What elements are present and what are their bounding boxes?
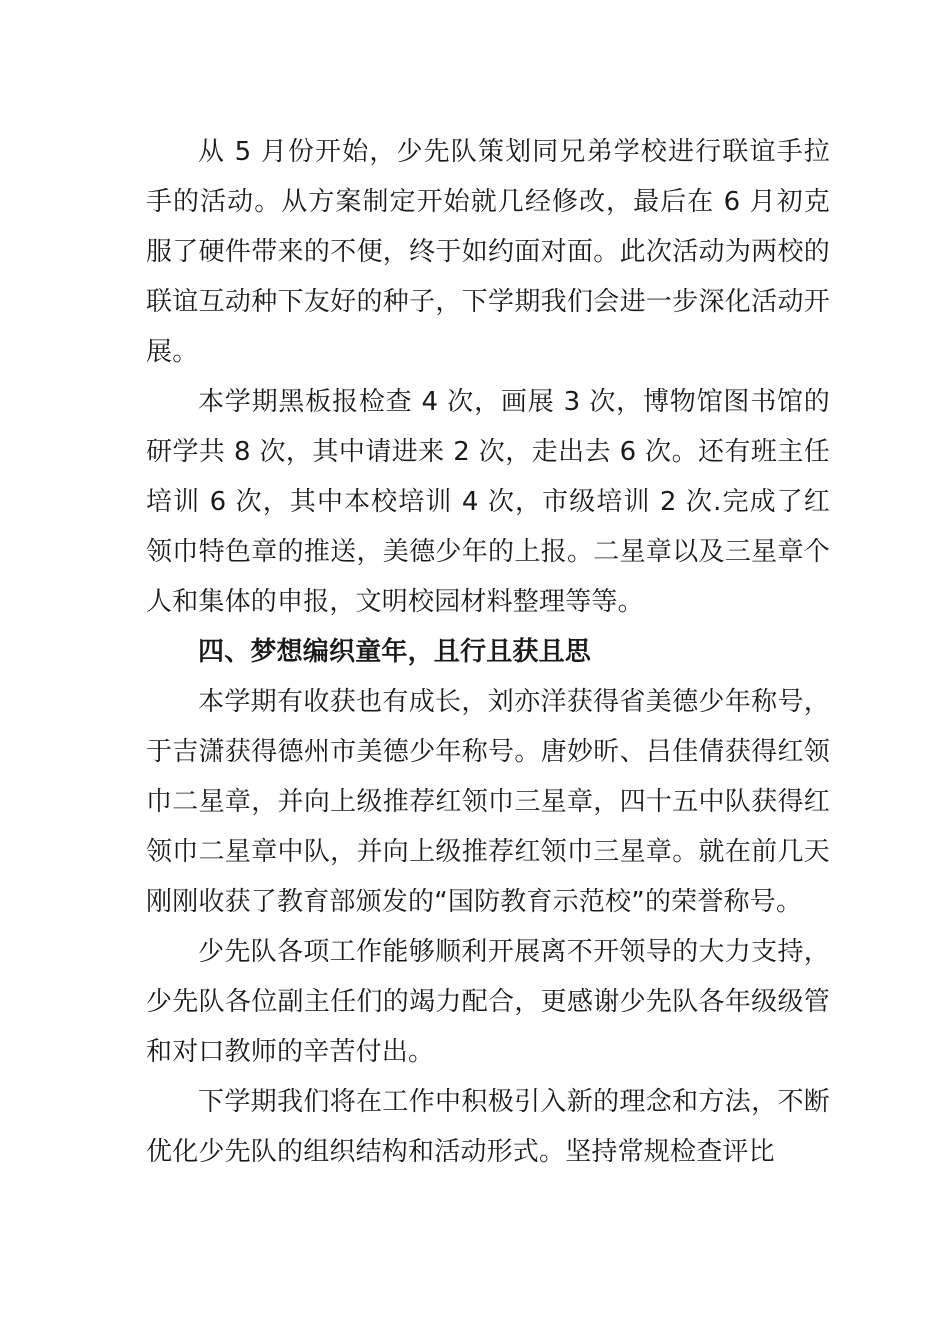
paragraph-achievements: 本学期有收获也有成长，刘亦洋获得省美德少年称号，于吉潇获得德州市美德少年称号。唐妙昕、吕佳倩获得红领巾二星章，并向上级推荐红领巾三星章，四十五中队获得红领巾二星章中队，并向上级推荐红领巾三星章。就在前几天刚刚收获了教育部颁发的“国防教育示范校”的荣誉称号。 <box>146 687 830 917</box>
paragraph-exchange-activity: 从 5 月份开始，少先队策划同兄弟学校进行联谊手拉手的活动。从方案制定开始就几经修改，最后在 6 月初克服了硬件带来的不便，终于如约面对面。此次活动为两校的联谊互动种下友好的种子，下学期我们会进一步深化活动开展。 <box>146 137 830 367</box>
document-body <box>146 127 830 1177</box>
paragraph-next-semester: 下学期我们将在工作中积极引入新的理念和方法，不断优化少先队的组织结构和活动形式。坚持常规检查评比 <box>146 1087 830 1167</box>
paragraph-acknowledgements: 少先队各项工作能够顺利开展离不开领导的大力支持，少先队各位副主任们的竭力配合，更感谢少先队各年级级管和对口教师的辛苦付出。 <box>146 937 830 1067</box>
section-heading: 四、梦想编织童年，且行且获且思 <box>198 637 592 667</box>
paragraph-inspections-training: 本学期黑板报检查 4 次，画展 3 次，博物馆图书馆的研学共 8 次，其中请进来 2 次，走出去 6 次。还有班主任培训 6 次，其中本校培训 4 次，市级培训 2 次.完成了红领巾特色章的推送，美德少年的上报。二星章以及三星章个人和集体的申报，文明校园材料整理等等。 <box>146 387 830 617</box>
